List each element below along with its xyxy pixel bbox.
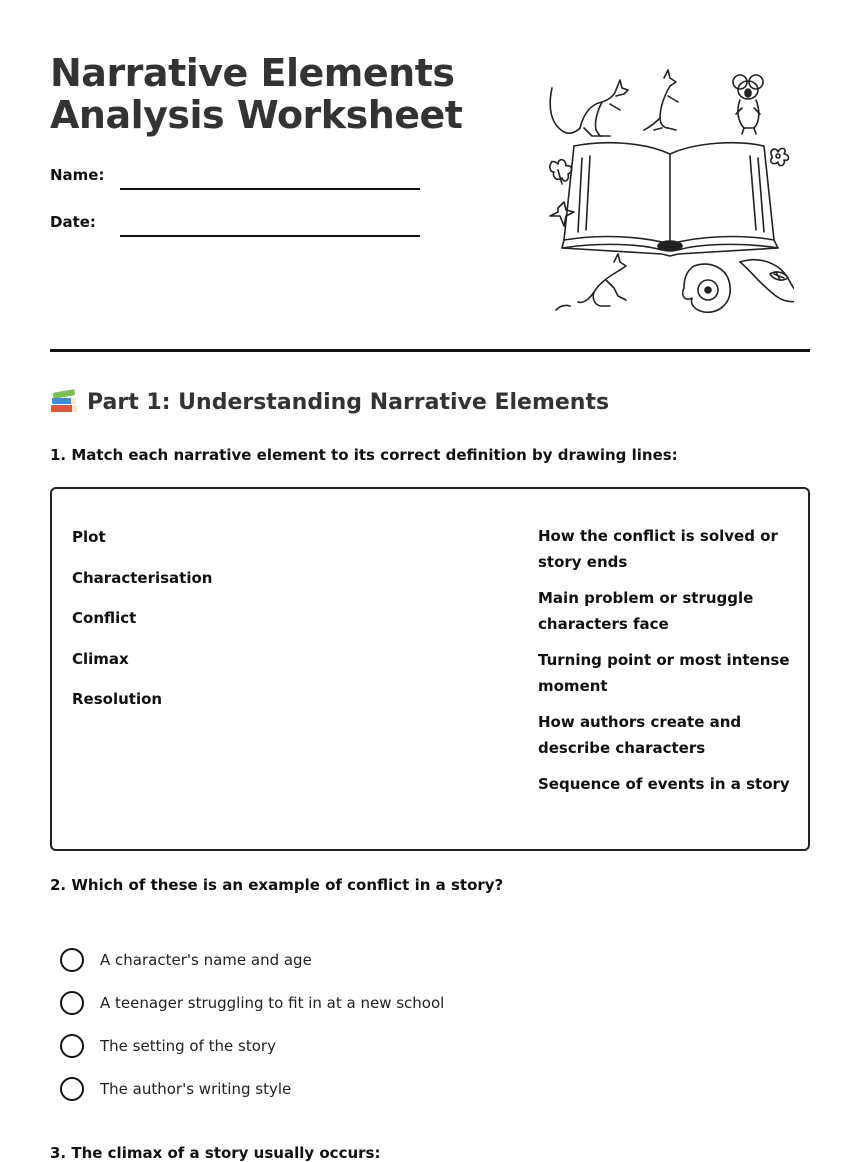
definition-item[interactable]: Main problem or struggle characters face	[538, 589, 754, 633]
radio-button[interactable]	[60, 1077, 84, 1101]
option-label: The author's writing style	[100, 1079, 292, 1098]
definition-item[interactable]: Turning point or most intense moment	[538, 651, 790, 695]
term-item[interactable]: Characterisation	[72, 568, 213, 587]
wallaby-icon	[644, 70, 678, 130]
definitions-column	[538, 527, 798, 811]
option-item[interactable]	[60, 1067, 444, 1110]
star-leaf-icon	[550, 202, 574, 226]
boomerang-icon	[740, 260, 794, 302]
definition-item[interactable]: Sequence of events in a story	[538, 775, 790, 793]
term-item[interactable]: Conflict	[72, 609, 137, 627]
term-item[interactable]: Plot	[72, 528, 106, 546]
aboriginal-circle-art-icon	[683, 264, 731, 312]
radio-button[interactable]	[60, 991, 84, 1015]
question-2: 2. Which of these is an example of conflict in a story?	[50, 876, 504, 894]
title-line-1: Narrative Elements	[50, 51, 455, 95]
radio-button[interactable]	[60, 948, 84, 972]
open-book-icon	[562, 143, 778, 256]
option-item[interactable]	[60, 981, 444, 1024]
title-line-2: Analysis Worksheet	[50, 93, 463, 137]
date-line[interactable]	[120, 221, 420, 237]
kangaroo-bottom-icon	[556, 254, 626, 310]
term-item[interactable]: Climax	[72, 649, 129, 668]
option-label: A teenager struggling to fit in at a new school	[100, 993, 445, 1012]
radio-button[interactable]	[60, 1034, 84, 1058]
flower-icon	[771, 148, 789, 165]
option-label: The setting of the story	[100, 1036, 276, 1055]
date-label: Date:	[50, 213, 96, 231]
header-divider	[50, 349, 810, 352]
definition-item[interactable]: How authors create and describe characters	[538, 713, 742, 757]
worksheet-title	[50, 52, 462, 136]
definition-item[interactable]: How the conflict is solved or story ends	[538, 527, 778, 571]
worksheet-page	[50, 0, 810, 1161]
option-item[interactable]	[60, 938, 444, 981]
question-3: 3. The climax of a story usually occurs:	[50, 1144, 381, 1162]
kangaroo-icon	[550, 80, 628, 136]
books-icon	[50, 388, 80, 416]
leaf-icon	[550, 160, 572, 184]
term-item[interactable]: Resolution	[72, 690, 163, 708]
question-2-options	[60, 938, 444, 1110]
part1-title: Part 1: Understanding Narrative Elements	[87, 389, 610, 415]
matching-box	[50, 487, 810, 851]
name-label: Name:	[50, 166, 105, 184]
book-with-australian-animals-illustration	[544, 66, 794, 320]
terms-column	[72, 527, 212, 730]
koala-icon	[733, 75, 763, 134]
name-line[interactable]	[120, 174, 420, 190]
date-field-row	[50, 213, 420, 231]
part1-heading	[50, 388, 609, 416]
option-label: A character's name and age	[100, 950, 312, 969]
name-field-row	[50, 166, 420, 184]
question-1: 1. Match each narrative element to its correct definition by drawing lines:	[50, 446, 678, 464]
option-item[interactable]	[60, 1024, 444, 1067]
